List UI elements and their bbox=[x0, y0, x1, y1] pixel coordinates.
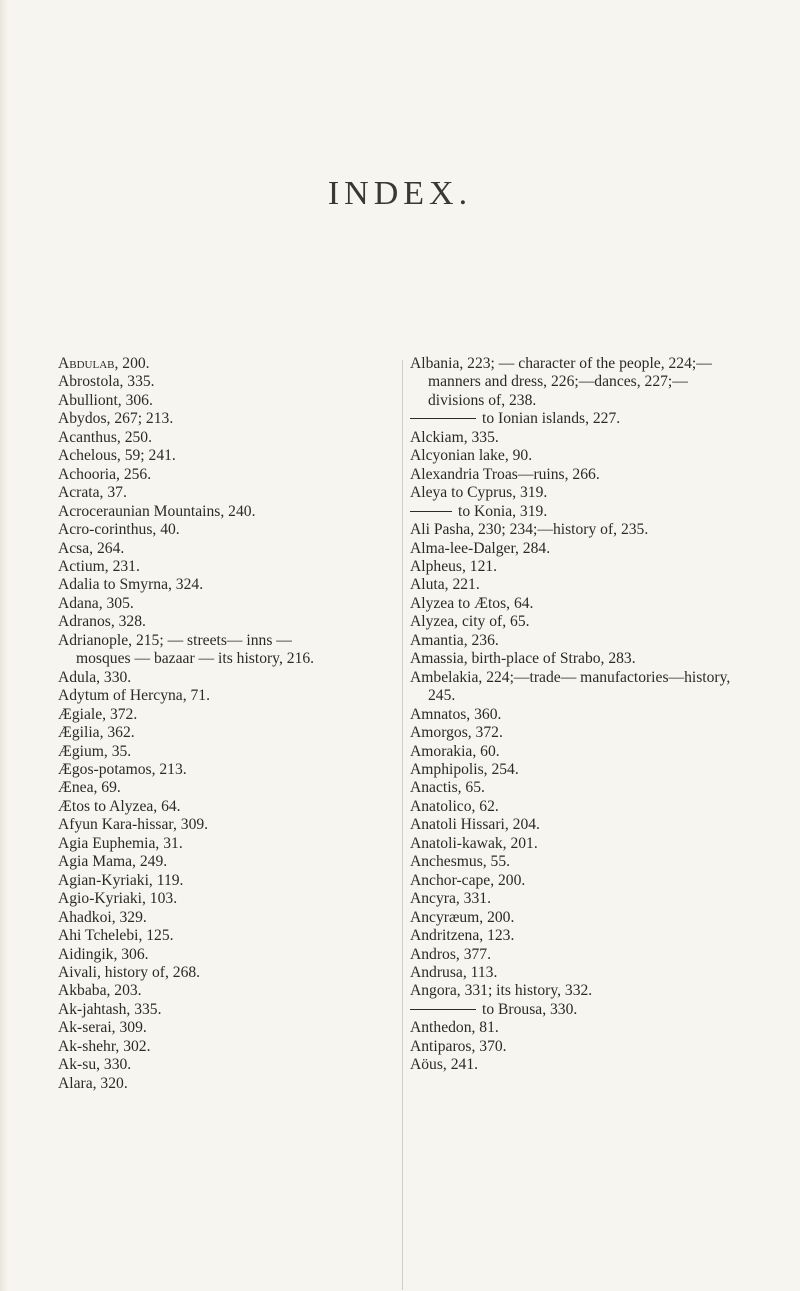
index-entry bbox=[410, 779, 738, 797]
index-entry bbox=[410, 447, 738, 465]
index-entry-text: Alckiam, 335. bbox=[410, 428, 499, 446]
index-entry bbox=[410, 650, 738, 668]
index-entry: Acro-corinthus, 40. bbox=[58, 521, 180, 539]
index-entry-text: Alpheus, 121. bbox=[410, 557, 498, 575]
index-column-left bbox=[58, 355, 346, 1093]
index-entry: Achooria, 256. bbox=[58, 465, 152, 483]
index-entry bbox=[410, 410, 738, 428]
index-entry-text: Ancyræum, 200. bbox=[410, 908, 515, 926]
index-entry bbox=[410, 1056, 738, 1074]
index-entry bbox=[410, 521, 738, 539]
index-entry bbox=[410, 816, 738, 834]
index-entry-text: Anactis, 65. bbox=[410, 779, 485, 797]
index-entry bbox=[410, 853, 738, 871]
index-entry-text: Andrusa, 113. bbox=[410, 963, 498, 981]
index-entry bbox=[410, 743, 738, 761]
index-entry bbox=[410, 1019, 738, 1037]
index-entry bbox=[410, 964, 738, 982]
index-entry-text: Amphipolis, 254. bbox=[410, 760, 519, 778]
index-entry: Ægiale, 372. bbox=[58, 705, 138, 723]
index-entry-text: Alexandria Troas—ruins, 266. bbox=[410, 465, 600, 483]
index-entry: Ak-jahtash, 335. bbox=[58, 1000, 162, 1018]
column-divider bbox=[402, 360, 403, 1290]
index-entry-text: Ali Pasha, 230; 234;—history of, 235. bbox=[410, 521, 649, 539]
index-entry bbox=[410, 706, 738, 724]
index-entry bbox=[410, 1038, 738, 1056]
index-entry bbox=[410, 798, 738, 816]
index-entry bbox=[410, 669, 738, 706]
index-entry: Ak-su, 330. bbox=[58, 1056, 132, 1074]
index-entry: Akbaba, 203. bbox=[58, 982, 142, 1000]
index-entry-text: Alyzea to Ætos, 64. bbox=[410, 594, 534, 612]
index-entry: Ægium, 35. bbox=[58, 742, 132, 760]
index-entry bbox=[410, 872, 738, 890]
index-entry: Abrostola, 335. bbox=[58, 373, 155, 391]
index-entry-text: Anatoli Hissari, 204. bbox=[410, 816, 540, 834]
index-entry: Adalia to Smyrna, 324. bbox=[58, 576, 204, 594]
ditto-dash bbox=[410, 1009, 476, 1010]
index-entry bbox=[410, 632, 738, 650]
index-entry: Acsa, 264. bbox=[58, 539, 125, 557]
index-column-right bbox=[410, 355, 738, 1075]
index-entry-text: Aöus, 241. bbox=[410, 1056, 479, 1074]
index-entry bbox=[410, 613, 738, 631]
index-entry: Agia Mama, 249. bbox=[58, 853, 168, 871]
index-entry-text: to Brousa, 330. bbox=[482, 1000, 578, 1018]
index-entry: Abulliont, 306. bbox=[58, 391, 153, 409]
index-entry: Aivali, history of, 268. bbox=[58, 963, 201, 981]
index-entry: Aidingik, 306. bbox=[58, 945, 149, 963]
index-entry-text: Alcyonian lake, 90. bbox=[410, 447, 533, 465]
index-entry: Ægilia, 362. bbox=[58, 724, 135, 742]
index-entry bbox=[410, 724, 738, 742]
index-entry-text: Amnatos, 360. bbox=[410, 705, 502, 723]
page-title: INDEX. bbox=[327, 174, 473, 212]
index-entry bbox=[410, 946, 738, 964]
index-entry bbox=[410, 540, 738, 558]
index-entry-text: Anatolico, 62. bbox=[410, 797, 499, 815]
index-entry bbox=[410, 558, 738, 576]
index-entry bbox=[410, 982, 738, 1000]
ditto-dash bbox=[410, 418, 476, 419]
index-entry: Adytum of Hercyna, 71. bbox=[58, 687, 211, 705]
index-entry-text: to Ionian islands, 227. bbox=[482, 410, 621, 428]
index-entry: Ahadkoi, 329. bbox=[58, 908, 147, 926]
index-entry-text: Anthedon, 81. bbox=[410, 1019, 499, 1037]
index-entry-text: Amantia, 236. bbox=[410, 631, 499, 649]
index-entry: Actium, 231. bbox=[58, 557, 140, 575]
index-entry-text: Anatoli-kawak, 201. bbox=[410, 834, 538, 852]
index-entry bbox=[410, 429, 738, 447]
index-entry bbox=[410, 576, 738, 594]
index-entry: Ætos to Alyzea, 64. bbox=[58, 797, 181, 815]
index-entry bbox=[410, 466, 738, 484]
index-entry-text: Anchor-cape, 200. bbox=[410, 871, 526, 889]
index-entry: Adana, 305. bbox=[58, 594, 134, 612]
index-entry-text: Ambelakia, 224;—trade— manufactories—history, 245. bbox=[410, 668, 731, 705]
index-entry-text: Andritzena, 123. bbox=[410, 927, 515, 945]
index-entry: Agian-Kyriaki, 119. bbox=[58, 871, 184, 889]
index-entry: Acroceraunian Mountains, 240. bbox=[58, 502, 256, 520]
index-entry bbox=[410, 835, 738, 853]
index-entry-text: Antiparos, 370. bbox=[410, 1037, 507, 1055]
index-entry: Acanthus, 250. bbox=[58, 428, 152, 446]
ditto-dash bbox=[410, 511, 452, 512]
index-entry: Adula, 330. bbox=[58, 668, 132, 686]
index-entry: Achelous, 59; 241. bbox=[58, 447, 176, 465]
index-entry-text: Amorakia, 60. bbox=[410, 742, 500, 760]
index-entry-text: Amassia, birth-place of Strabo, 283. bbox=[410, 650, 636, 668]
index-entry bbox=[410, 355, 738, 410]
index-entry: Ægos-potamos, 213. bbox=[58, 760, 187, 778]
index-entry-text: Aluta, 221. bbox=[410, 576, 480, 594]
index-entry: Ahi Tchelebi, 125. bbox=[58, 927, 174, 945]
index-entry: Afyun Kara-hissar, 309. bbox=[58, 816, 209, 834]
index-entry bbox=[410, 503, 738, 521]
index-entry-text: Alyzea, city of, 65. bbox=[410, 613, 530, 631]
index-entry-text: Anchesmus, 55. bbox=[410, 853, 511, 871]
index-entry: Alara, 320. bbox=[58, 1074, 128, 1092]
index-entry bbox=[410, 1001, 738, 1019]
index-entry bbox=[410, 761, 738, 779]
index-entry bbox=[410, 909, 738, 927]
index-entry-text: to Konia, 319. bbox=[458, 502, 548, 520]
index-entry: Agia Euphemia, 31. bbox=[58, 834, 183, 852]
index-entry bbox=[410, 595, 738, 613]
index-entry bbox=[410, 890, 738, 908]
index-entry-text: Aleya to Cyprus, 319. bbox=[410, 484, 548, 502]
index-entry: Acrata, 37. bbox=[58, 484, 127, 502]
index-entry: Adranos, 328. bbox=[58, 613, 146, 631]
index-entry-text: Alma-lee-Dalger, 284. bbox=[410, 539, 551, 557]
index-entry-text: Amorgos, 372. bbox=[410, 724, 503, 742]
index-entry bbox=[410, 927, 738, 945]
index-entry-text: Andros, 377. bbox=[410, 945, 491, 963]
index-entry-text: Albania, 223; — character of the people, 224;—manners and dress, 226;—dances, 227;—divisions of, 238. bbox=[410, 355, 712, 409]
index-entry bbox=[410, 484, 738, 502]
index-entry: Ak-shehr, 302. bbox=[58, 1037, 151, 1055]
index-entry: Ak-serai, 309. bbox=[58, 1019, 147, 1037]
index-entry-text: Angora, 331; its history, 332. bbox=[410, 982, 593, 1000]
index-entry: Ænea, 69. bbox=[58, 779, 121, 797]
index-entry-text: Ancyra, 331. bbox=[410, 890, 491, 908]
index-entry: Agio-Kyriaki, 103. bbox=[58, 890, 178, 908]
index-entry: Abydos, 267; 213. bbox=[58, 410, 174, 428]
index-entry: Adrianople, 215; — streets— inns — mosques — bazaar — its history, 216. bbox=[58, 631, 315, 668]
index-entry: Abdulab, 200. bbox=[58, 355, 150, 372]
